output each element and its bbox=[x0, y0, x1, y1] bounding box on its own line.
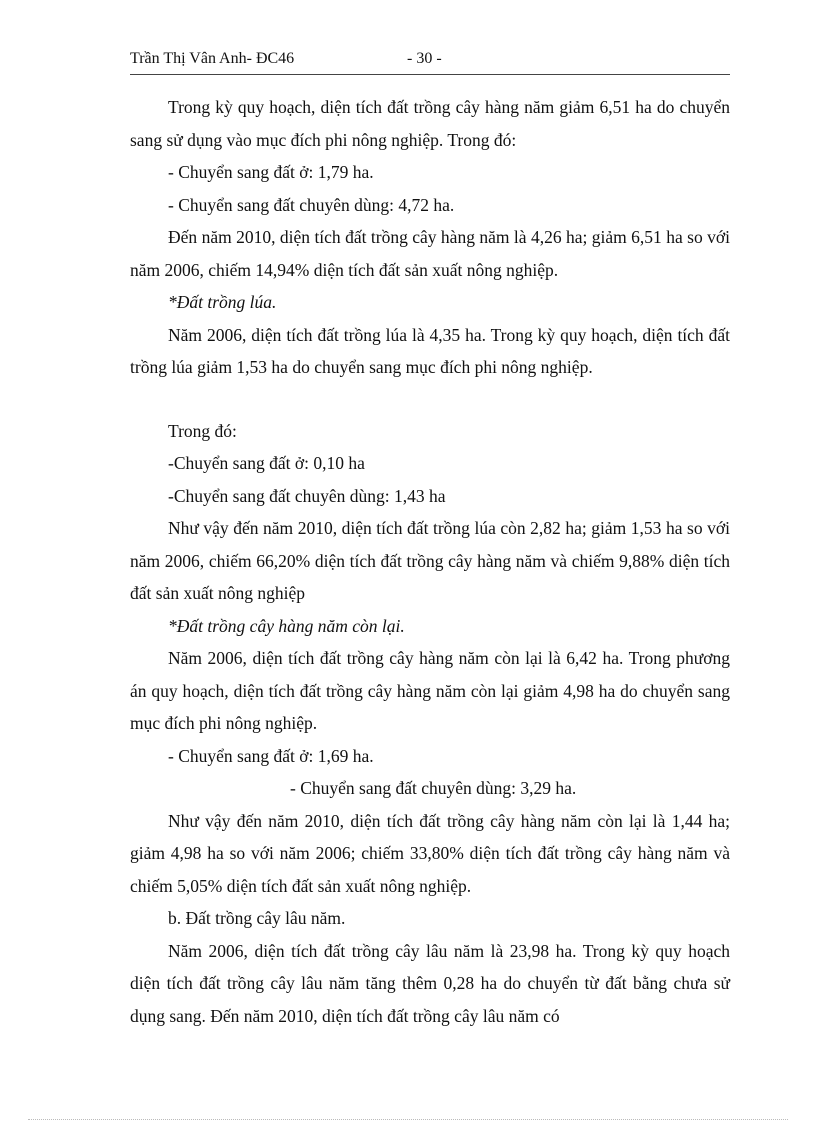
list-item: -Chuyển sang đất ở: 0,10 ha bbox=[168, 453, 365, 473]
paragraph: Năm 2006, diện tích đất trồng lúa là 4,35 ha. Trong kỳ quy hoạch, diện tích đất trồng lúa giảm 1,53 ha do chuyển sang mục đích phi nông nghiệp. bbox=[130, 324, 730, 377]
paragraph: Trong đó: bbox=[168, 420, 237, 441]
paragraph: Đến năm 2010, diện tích đất trồng cây hàng năm là 4,26 ha; giảm 6,51 ha so với năm 2006, chiếm 14,94% diện tích đất sản xuất nông nghiệp. bbox=[130, 227, 730, 280]
blank-line bbox=[130, 384, 730, 415]
list-item: -Chuyển sang đất chuyên dùng: 1,43 ha bbox=[168, 485, 446, 506]
page-number: - 30 - bbox=[407, 50, 442, 67]
paragraph: Như vậy đến năm 2010, diện tích đất trồng cây hàng năm còn lại là 1,44 ha; giảm 4,98 ha so với năm 2006; chiếm 33,80% diện tích đất trồng cây hàng năm và chiếm 5,05% diện tích đất sản xuất nông nghiệp. bbox=[130, 810, 730, 896]
page-header bbox=[130, 50, 730, 75]
section-heading: *Đất trồng cây hàng năm còn lại. bbox=[168, 615, 405, 636]
list-item: - Chuyển sang đất ở: 1,79 ha. bbox=[168, 162, 374, 182]
paragraph: Năm 2006, diện tích đất trồng cây hàng năm còn lại là 6,42 ha. Trong phương án quy hoạch, diện tích đất trồng cây hàng năm còn lại giảm 4,98 ha do chuyển sang mục đích phi nông nghiệp. bbox=[130, 648, 730, 733]
list-item: - Chuyển sang đất chuyên dùng: 4,72 ha. bbox=[168, 194, 455, 215]
page-body bbox=[130, 91, 730, 1032]
paragraph: Như vậy đến năm 2010, diện tích đất trồng lúa còn 2,82 ha; giảm 1,53 ha so với năm 2006, chiếm 66,20% diện tích đất trồng cây hàng năm và chiếm 9,88% diện tích đất sản xuất nông nghiệp bbox=[130, 518, 730, 603]
paragraph: Trong kỳ quy hoạch, diện tích đất trồng cây hàng năm giảm 6,51 ha do chuyển sang sử dụng vào mục đích phi nông nghiệp. Trong đó: bbox=[130, 97, 730, 150]
header-author: Trần Thị Vân Anh- ĐC46 bbox=[130, 50, 295, 67]
page-footer-divider bbox=[28, 1119, 788, 1120]
section-heading: b. Đất trồng cây lâu năm. bbox=[168, 908, 346, 928]
list-item: - Chuyển sang đất chuyên dùng: 3,29 ha. bbox=[290, 778, 577, 798]
section-heading: *Đất trồng lúa. bbox=[168, 292, 277, 312]
list-item: - Chuyển sang đất ở: 1,69 ha. bbox=[168, 745, 374, 766]
paragraph: Năm 2006, diện tích đất trồng cây lâu năm là 23,98 ha. Trong kỳ quy hoạch diện tích đất trồng cây lâu năm tăng thêm 0,28 ha do chuyển từ đất bằng chưa sử dụng sang. Đến năm 2010, diện tích đất trồng cây lâu năm có bbox=[130, 940, 730, 1026]
